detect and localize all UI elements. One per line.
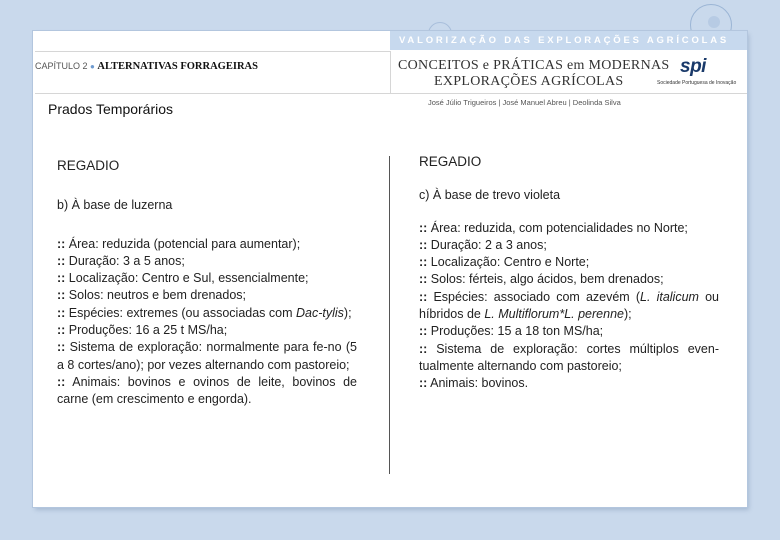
banner-title: VALORIZAÇÃO DAS EXPLORAÇÕES AGRÍCOLAS [399, 35, 730, 46]
list-item [57, 374, 357, 409]
column-subheading: b) À base de luzerna [57, 198, 173, 213]
list-item [419, 254, 719, 271]
left-column [57, 157, 357, 409]
book-title-line: CONCEITOS e PRÁTICAS em MODERNAS [398, 58, 670, 73]
list-item [57, 236, 357, 253]
header-divider [35, 51, 390, 52]
list-item-text: Solos: férteis, algo ácidos, bem drenados; [427, 272, 664, 287]
list-item-text: Espécies: extremes (ou associadas com Dac-tylis); [65, 305, 352, 320]
list-item [419, 323, 719, 340]
list-item [57, 322, 357, 339]
list-item-text: Produções: 15 a 18 ton MS/ha; [427, 324, 604, 339]
column-heading: REGADIO [419, 154, 482, 169]
book-title [398, 58, 669, 90]
list-item-text: Espécies: associado com azevém (L. italicum ou híbridos de L. Multiflorum*L. perenne); [419, 289, 719, 322]
list-item [57, 253, 357, 270]
list-item [419, 237, 719, 254]
list-item [57, 287, 357, 304]
section-title: ALTERNATIVAS FORRAGEIRAS [97, 61, 258, 72]
list-item [419, 220, 719, 237]
column-divider [389, 156, 390, 474]
list-item [419, 341, 719, 376]
spi-logo [657, 56, 740, 90]
logo-mark: spi [680, 56, 706, 77]
bullet-icon: :: [57, 236, 66, 251]
list-item-text: Área: reduzida (potencial para aumentar); [65, 236, 301, 251]
header-vertical-divider [390, 51, 391, 93]
bullet-icon: :: [57, 253, 66, 268]
list-item-text: Animais: bovinos. [427, 376, 529, 391]
logo-subtitle: Sociedade Portuguesa de Inovação [657, 80, 737, 86]
list-item [57, 305, 357, 322]
bullet-icon: :: [419, 272, 428, 287]
bullet-icon: :: [57, 288, 66, 303]
bullet-icon: ● [90, 62, 95, 71]
bullet-icon: :: [419, 376, 428, 391]
bullet-icon: :: [419, 324, 428, 339]
bullet-icon: :: [57, 323, 66, 338]
decorative-dot [708, 16, 720, 28]
chapter-label [35, 61, 258, 72]
header-divider [35, 93, 747, 94]
list-item-text: Duração: 2 a 3 anos; [427, 237, 547, 252]
list-item [419, 375, 719, 392]
list-item-text: Sistema de exploração: normalmente para fe-no (5 a 8 cortes/ano); por vezes alternando com pastoreio; [57, 340, 357, 372]
right-column [419, 153, 719, 393]
list-item-text: Solos: neutros e bem drenados; [65, 288, 246, 303]
bullet-icon: :: [419, 237, 428, 252]
list-item-text: Produções: 16 a 25 t MS/ha; [65, 323, 228, 338]
list-item-text: Área: reduzida, com potencialidades no Norte; [427, 220, 688, 235]
bullet-icon: :: [419, 255, 428, 270]
list-item-text: Localização: Centro e Sul, essencialmente; [65, 271, 309, 286]
column-heading: REGADIO [57, 158, 120, 173]
bullet-icon: :: [57, 374, 66, 389]
item-list [57, 236, 357, 409]
bullet-icon: :: [419, 289, 428, 304]
bullet-icon: :: [419, 220, 428, 235]
list-item [57, 270, 357, 287]
list-item [419, 289, 719, 324]
list-item-text: Localização: Centro e Norte; [427, 255, 590, 270]
list-item-text: Sistema de exploração: cortes múltiplos even-tualmente alternando com pastoreio; [419, 341, 719, 373]
list-item [419, 271, 719, 288]
column-subheading: c) À base de trevo violeta [419, 188, 561, 203]
bullet-icon: :: [57, 305, 66, 320]
bullet-icon: :: [419, 341, 428, 356]
item-list [419, 220, 719, 393]
bullet-icon: :: [57, 271, 66, 286]
list-item-text: Animais: bovinos e ovinos de leite, bovinos de carne (em crescimento e engorda). [57, 374, 357, 407]
book-title-line: EXPLORAÇÕES AGRÍCOLAS [434, 74, 624, 89]
bullet-icon: :: [57, 340, 66, 355]
slide-title: Prados Temporários [48, 101, 174, 117]
list-item-text: Duração: 3 a 5 anos; [65, 253, 185, 268]
chapter-number: CAPÍTULO 2 [35, 61, 88, 71]
authors: José Júlio Trigueiros | José Manuel Abreu | Deolinda Silva [428, 98, 621, 107]
list-item [57, 339, 357, 374]
